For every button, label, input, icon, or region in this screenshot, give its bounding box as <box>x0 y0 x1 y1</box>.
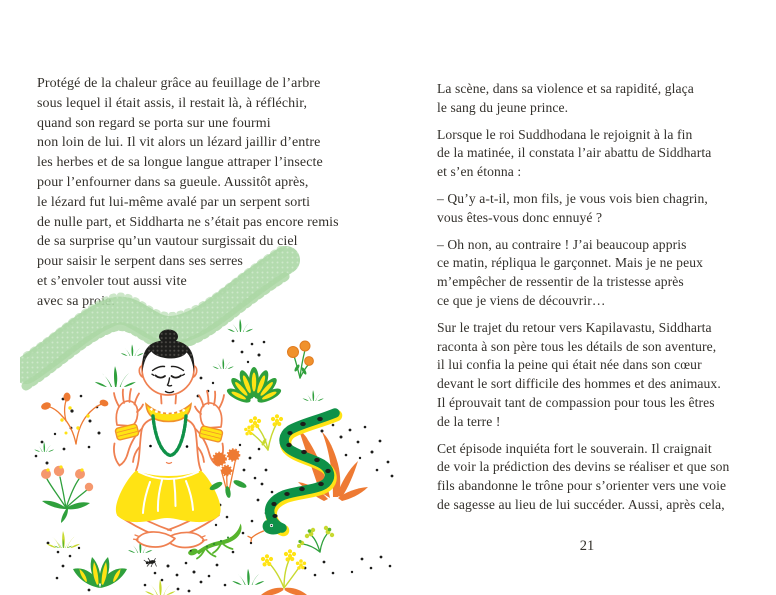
boy-siddharta <box>114 330 224 548</box>
text-line: sous lequel il était assis, il restait là, à réfléchir, <box>37 95 308 111</box>
clover-plant <box>297 526 334 552</box>
scatter-dots <box>35 340 394 593</box>
text-line: quand son regard se porta sur une fourmi <box>37 115 271 131</box>
salmon-flowers <box>41 465 93 523</box>
text-line: avec sa proie. <box>37 293 115 309</box>
text-line: de nulle part, et Siddharta ne s’était pas encore remis <box>37 214 339 230</box>
text-line: m’empêcher de ressentir de la tristesse après <box>437 274 684 290</box>
text-line: de la terre ! <box>437 413 501 429</box>
right-wristband <box>199 426 223 443</box>
text-line: ce que je viens de découvrir… <box>437 292 606 308</box>
text-line: de sagesse au lieu de lui succéder. Aussi, après cela, <box>437 496 725 512</box>
illustration-svg <box>20 246 422 595</box>
text-line: Sur le trajet du retour vers Kapilavastu, Siddharta <box>437 319 712 335</box>
text-line: le sang du jeune prince. <box>437 99 569 115</box>
text-line: pour saisir le serpent dans ses serres <box>37 254 243 270</box>
text-line: – Oh non, au contraire ! J’ai beaucoup appris <box>437 236 687 252</box>
text-line: La scène, dans sa violence et sa rapidité, glaça <box>437 81 694 96</box>
text-line: Il éprouvait tant de compassion pour tous les êtres <box>437 394 715 410</box>
text-line: vous êtes-vous donc ennuyé ? <box>437 209 603 225</box>
text-line: et s’envoler tout aussi vite <box>37 273 187 289</box>
text-line: non loin de lui. Il vit alors un lézard jaillir d’entre <box>37 135 321 151</box>
text-line: devant le sort difficile des hommes et des animaux. <box>437 376 721 392</box>
text-line: Lorsque le roi Suddhodana le rejoignit à la fin <box>437 126 693 142</box>
text-line: de sa surprise qu’un vautour surgissait du ciel <box>37 234 298 250</box>
text-line: ce matin, répliqua le garçonnet. Mais je ne peux <box>437 255 704 271</box>
text-line: pour l’enfourner dans sa gueule. Aussitôt après, <box>37 174 309 190</box>
text-line: et s’en étonna : <box>437 164 522 180</box>
text-line: le lézard fut lui-même avalé par un serpent sorti <box>37 194 311 210</box>
umbel-flowers-bottom <box>261 549 307 595</box>
text-line: il lui confia la peine qui était née dans son cœur <box>437 357 702 373</box>
text-line: fils abandonne le trône pour s’orienter vers une voie <box>437 478 727 494</box>
left-wristband <box>115 424 139 441</box>
right-page-text <box>437 72 767 523</box>
lotus-plant <box>73 557 127 588</box>
text-line: raconta à son père tous les détails de son aventure, <box>437 338 717 354</box>
text-line: Cet épisode inquiéta fort le souverain. Il craignait <box>437 440 712 456</box>
torso <box>136 419 201 471</box>
shorts <box>116 471 221 523</box>
text-line: de la matinée, il constata l’air abattu de Siddharta <box>437 145 712 161</box>
page-number: 21 <box>579 538 595 554</box>
fan-plant <box>225 367 283 405</box>
text-line: – Qu’y a-t-il, mon fils, je vous vois bien chagrin, <box>437 190 708 206</box>
umbel-flowers-top <box>244 414 283 450</box>
text-line: Protégé de la chaleur grâce au feuillage de l’arbre <box>37 76 321 91</box>
coral-plant <box>40 393 109 445</box>
ant-icon <box>144 558 157 567</box>
text-line: de voir la prédiction des devins se réaliser et que son <box>437 459 730 475</box>
text-line: les herbes et de sa longue langue attraper l’insecte <box>37 155 323 171</box>
buttercup-flowers <box>288 341 314 378</box>
